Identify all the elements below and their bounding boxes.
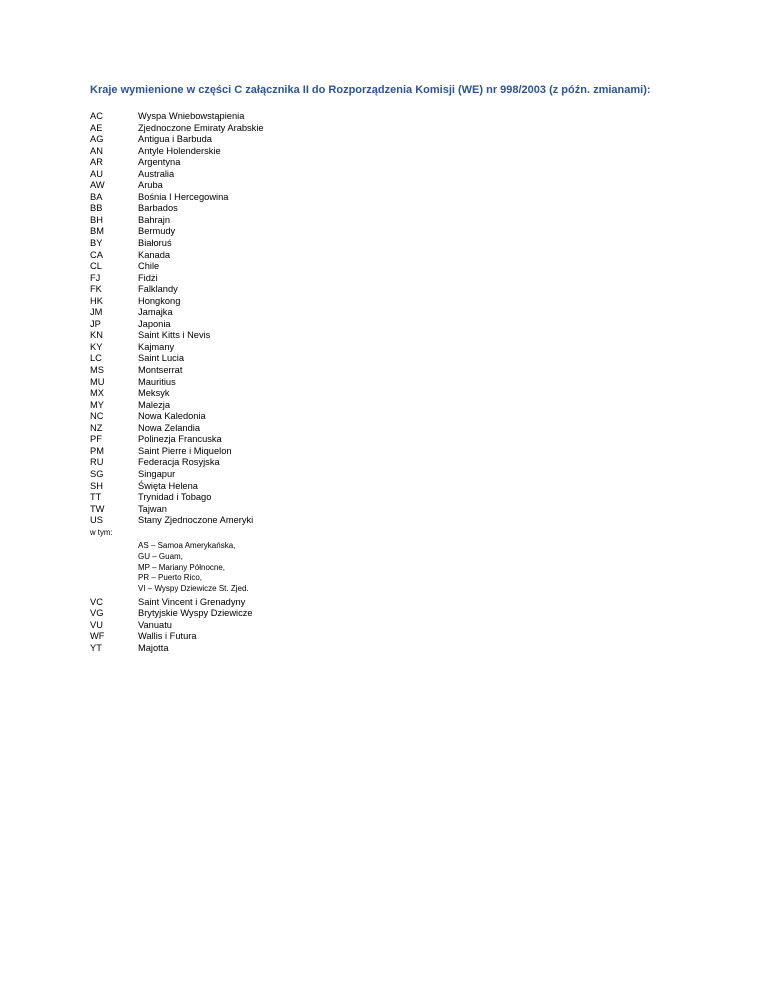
country-code: US [90,515,103,526]
country-code: PM [90,445,104,456]
country-code: FJ [90,272,101,283]
country-code: KY [90,341,103,352]
country-code: LC [90,353,102,364]
us-territory-item: GU – Guam, [138,551,183,561]
country-row [90,515,490,527]
country-code: RU [90,457,104,468]
country-row [90,284,490,296]
country-row [90,319,490,331]
country-row [90,238,490,250]
country-name: Nowa Zelandia [138,422,201,433]
country-name: Majotta [138,642,169,653]
country-row [90,365,490,377]
country-code: VG [90,608,104,619]
country-row [90,330,490,342]
country-row [90,180,490,192]
country-name: Antyle Holenderskie [138,145,221,156]
country-row [90,608,490,620]
country-code: AE [90,122,103,133]
country-name: Wallis i Futura [138,631,197,642]
country-name: Polinezja Francuska [138,434,222,445]
country-row [90,353,490,365]
country-code: BA [90,191,103,202]
country-name: Bermudy [138,226,176,237]
country-name: Japonia [138,318,171,329]
country-code: MU [90,376,105,387]
country-name: Saint Kitts i Nevis [138,330,211,341]
country-code: BH [90,214,103,225]
country-row [90,215,490,227]
country-row [90,631,490,643]
country-code: NC [90,411,104,422]
country-name: Singapur [138,468,176,479]
country-code: BB [90,203,103,214]
country-code: AN [90,145,103,156]
country-row [90,504,490,516]
country-name: Nowa Kaledonia [138,411,206,422]
country-row [90,377,490,389]
country-code: AG [90,134,104,145]
country-name: Barbados [138,203,178,214]
country-row [90,203,490,215]
w-tym-label [90,527,490,539]
country-row [90,307,490,319]
country-code: SH [90,480,103,491]
country-code: TT [90,492,102,503]
country-row [90,388,490,400]
country-rows [90,111,490,527]
country-code: YT [90,642,102,653]
country-code: AC [90,111,103,121]
country-name: Fidżi [138,272,158,283]
country-row [90,492,490,504]
country-name: Federacja Rosyjska [138,457,220,468]
country-name: Argentyna [138,157,181,168]
country-code: HK [90,295,103,306]
country-code: MS [90,365,104,376]
country-name: Białoruś [138,238,172,249]
country-code: WF [90,631,105,642]
country-row [90,400,490,412]
country-row [90,469,490,481]
country-name: Chile [138,261,160,272]
country-code: PF [90,434,102,445]
country-row [90,423,490,435]
country-code: VC [90,596,103,607]
country-row [90,643,490,655]
country-name: Wyspa Wniebowstąpienia [138,111,245,121]
country-name: Montserrat [138,365,183,376]
document-heading: Kraje wymienione w części C załącznika II do Rozporządzenia Komisji (WE) nr 998/2003 (z późn. zmianami): [90,84,651,96]
country-name: Saint Lucia [138,353,184,364]
country-row [90,296,490,308]
country-code: AU [90,168,103,179]
country-row [90,261,490,273]
country-code: FK [90,284,102,295]
country-name: Jamajka [138,307,173,318]
country-name: Bahrajn [138,214,171,225]
country-row [90,457,490,469]
country-name: Brytyjskie Wyspy Dziewicze [138,608,253,619]
country-row [90,157,490,169]
country-list [90,111,490,654]
country-code: KN [90,330,103,341]
country-code: SG [90,468,104,479]
us-territory-item: PR – Puerto Rico, [138,573,203,583]
country-name: Aruba [138,180,163,191]
country-row [90,273,490,285]
country-code: NZ [90,422,103,433]
country-name: Falklandy [138,284,178,295]
country-row [90,111,490,123]
country-name: Święta Helena [138,480,198,491]
country-name: Stany Zjednoczone Ameryki [138,515,254,526]
country-name: Bośnia I Hercegowina [138,191,229,202]
country-name: Kanada [138,249,171,260]
country-name: Vanuatu [138,619,172,630]
country-code: MX [90,388,104,399]
country-name: Mauritius [138,376,176,387]
country-code: JP [90,318,101,329]
us-territory-item: AS – Samoa Amerykańska, [138,541,236,551]
country-row [90,411,490,423]
country-row [90,146,490,158]
country-row [90,123,490,135]
country-name: Antigua i Barbuda [138,134,212,145]
country-name: Trynidad i Tobago [138,492,212,503]
country-code: BM [90,226,104,237]
us-territory-item: MP – Mariany Północne, [138,562,226,572]
country-row [90,134,490,146]
country-row [90,481,490,493]
country-code: CA [90,249,103,260]
us-territories-list [138,538,490,596]
country-name: Hongkong [138,295,181,306]
country-row [90,250,490,262]
country-name: Kajmany [138,341,175,352]
country-row [90,169,490,181]
country-row [90,342,490,354]
country-row [90,192,490,204]
country-rows-after [90,597,490,655]
country-row [90,620,490,632]
country-code: VU [90,619,103,630]
country-code: MY [90,399,104,410]
country-name: Meksyk [138,388,170,399]
country-code: JM [90,307,103,318]
country-code: AW [90,180,105,191]
country-name: Tajwan [138,503,167,514]
country-row [90,226,490,238]
us-territory-item: VI – Wyspy Dziewicze St. Zjed. [138,583,249,593]
country-name: Saint Pierre i Miquelon [138,445,232,456]
country-code: TW [90,503,105,514]
country-name: Zjednoczone Emiraty Arabskie [138,122,264,133]
country-row [90,597,490,609]
country-name: Saint Vincent i Grenadyny [138,596,246,607]
w-tym-text: w tym: [90,527,113,537]
country-code: BY [90,238,103,249]
country-code: CL [90,261,102,272]
country-row [90,434,490,446]
country-name: Australia [138,168,175,179]
country-row [90,446,490,458]
country-code: AR [90,157,103,168]
country-name: Malezja [138,399,171,410]
